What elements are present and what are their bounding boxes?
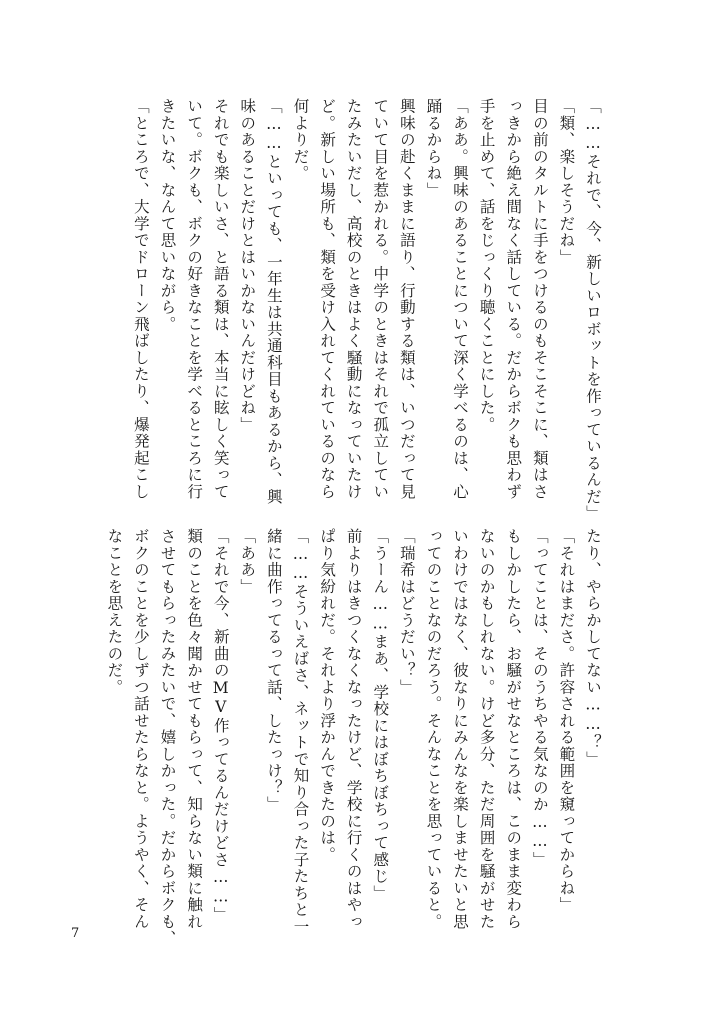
text-line: 「ところで、大学でドローン飛ばしたり、爆発起こし [131, 98, 150, 500]
text-line: 「ああ。興味のあることについて深く学べるのは、心 [451, 98, 470, 500]
lower-text-block [101, 528, 606, 947]
text-line: 「ああ」 [238, 528, 257, 595]
text-line: ど。新しい場所も、類を受け入れてくれているのなら [318, 98, 337, 500]
text-line: 手を止めて、話をじっくり聴くことにした。 [477, 98, 496, 433]
text-line: 類のことを色々聞かせてもらって、知らない類に触れ [185, 528, 204, 930]
text-line: 味のあることだけとはいかないんだけどね」 [238, 98, 257, 433]
text-line: 「それはまださ。許容される範囲を窺ってからね」 [557, 528, 576, 914]
text-line: ボクのことを少しずつ話せたらなと。ようやく、そん [131, 528, 150, 930]
text-line: 「それで今、新曲のMV作ってるんだけどさ……」 [211, 528, 230, 924]
text-line: 「うーん……まあ、学校にはぼちぼちって感じ」 [371, 528, 390, 902]
text-line: いて。ボクも、ボクの好きなことを学べるところに行 [185, 98, 204, 500]
text-line: たり、やらかしてない……？」 [584, 528, 602, 768]
text-line: ないのかもしれない。けど多分、ただ周囲を騒がせた [477, 528, 496, 930]
text-line: なことを思えたのだ。 [105, 528, 124, 696]
text-line: 「瑞希はどうだい？」 [397, 528, 416, 696]
text-line: いわけではなく、彼なりにみんなを楽しませたいと思 [451, 528, 470, 930]
upper-text-block [127, 98, 606, 522]
text-line: 「類、楽しそうだね」 [557, 98, 576, 266]
text-line: ぱり気紛れだ。それより浮かんできたのは。 [318, 528, 337, 863]
text-line: 踊るからね」 [424, 98, 443, 199]
text-line: もしかしたら、お騒がせなところは、このまま変わら [504, 528, 523, 930]
text-line: 目の前のタルトに手をつけるのもそこそこに、類はさ [530, 98, 549, 500]
text-line: きたいな、なんて思いながら。 [158, 98, 177, 333]
text-line: 「……それで、今、新しいロボットを作っているんだ」 [584, 98, 602, 522]
text-line: ってのことなのだろう。そんなことを思っていると。 [424, 528, 443, 930]
text-line: 「……そういえばさ、ネットで知り合った子たちと一 [291, 528, 310, 935]
text-line: 「ってことは、そのうちやる気なのか……」 [530, 528, 549, 868]
text-line: 興味の赴くままに語り、行動する類は、いつだって見 [397, 98, 416, 500]
text-line: 緒に曲作ってるって話、したっけ？」 [264, 528, 283, 813]
text-line: たみたいだし、高校のときはよく騒動になっていたけ [344, 98, 363, 500]
text-line: っきから絶え間なく話している。だからボクも思わず [504, 98, 523, 500]
page-number: 7 [71, 926, 80, 941]
text-line: ていて目を惹かれる。中学のときはそれで孤立してい [371, 98, 390, 500]
text-line: 前よりはきつくなくなったけど、学校に行くのはやっ [344, 528, 363, 930]
text-line: 何よりだ。 [291, 98, 310, 182]
text-line: 「……といっても、一年生は共通科目もあるから、興 [264, 98, 283, 505]
text-line: させてもらったみたいで、嬉しかった。だからボクも、 [158, 528, 177, 947]
text-line: それでも楽しいさ、と語る類は、本当に眩しく笑って [211, 98, 230, 500]
